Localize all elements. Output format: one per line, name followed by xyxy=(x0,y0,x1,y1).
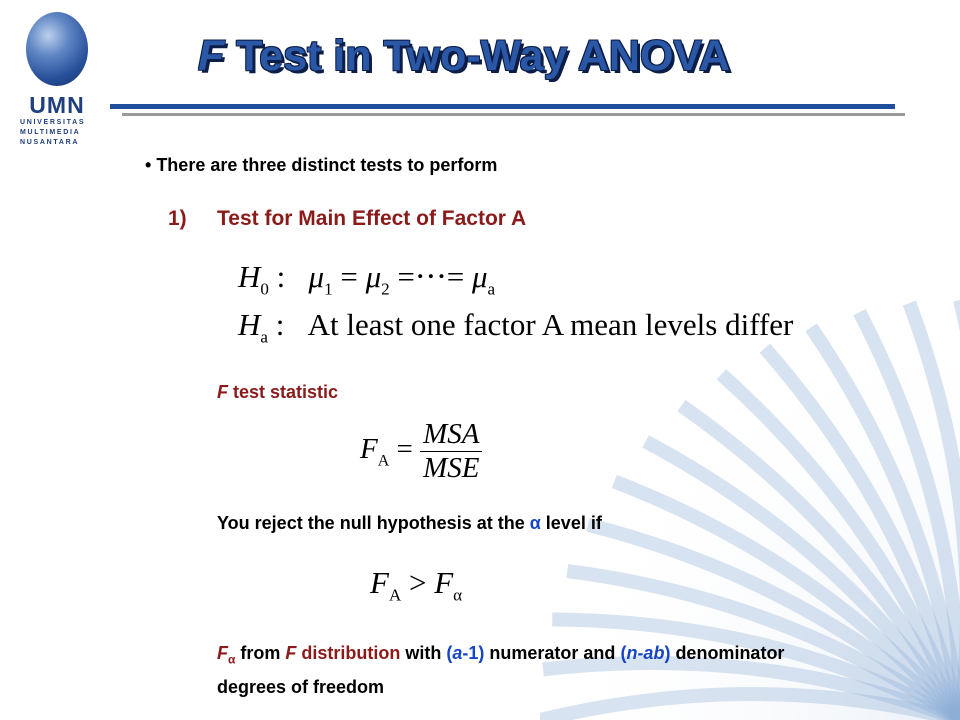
step-label: Test for Main Effect of Factor A xyxy=(217,207,527,230)
reject-rule: $F_A > F_\alpha$ xyxy=(370,565,463,605)
fraction-numerator: MSA xyxy=(423,418,480,450)
reject-condition-text: You reject the null hypothesis at the α level if xyxy=(217,513,602,533)
bullet-item: • There are three distinct tests to perform xyxy=(145,155,498,175)
slide-title xyxy=(198,30,730,82)
logo-line-2: MULTIMEDIA xyxy=(20,129,81,136)
title-rule-gray xyxy=(122,113,905,116)
degrees-of-freedom-note: $F_\alpha$ from F distribution with (a-1) numerator and (n-ab) denominator degrees of freedom xyxy=(217,643,785,697)
test-statistic-label: F test statistic xyxy=(217,382,339,402)
title-rule-blue xyxy=(110,104,895,109)
alpha-symbol: α xyxy=(529,513,541,533)
logo-line-3: NUSANTARA xyxy=(20,139,80,146)
fraction xyxy=(420,418,482,485)
fraction-denominator: MSE xyxy=(420,451,482,485)
title-text: Test in Two-Way ANOVA xyxy=(224,32,730,80)
title-f-letter: F xyxy=(198,32,225,80)
bullet-text: There are three distinct tests to perform xyxy=(156,155,498,175)
null-hypothesis: $H_0$ : $\mu_1 = \mu_2$ =⋅⋅⋅= $\mu_a$ xyxy=(238,259,496,299)
fa-formula: $F_A$ = $\frac{\text{MSA}}{\text{MSE}}$ xyxy=(360,418,482,485)
university-logo xyxy=(18,8,98,148)
logo-wordmark: UMN xyxy=(29,92,85,118)
step-number: 1) xyxy=(168,207,187,230)
logo-line-1: UNIVERSITAS xyxy=(20,119,86,126)
alternative-hypothesis: $H_a$ : At least one factor A mean levels differ xyxy=(238,307,794,347)
globe-icon xyxy=(26,12,88,86)
